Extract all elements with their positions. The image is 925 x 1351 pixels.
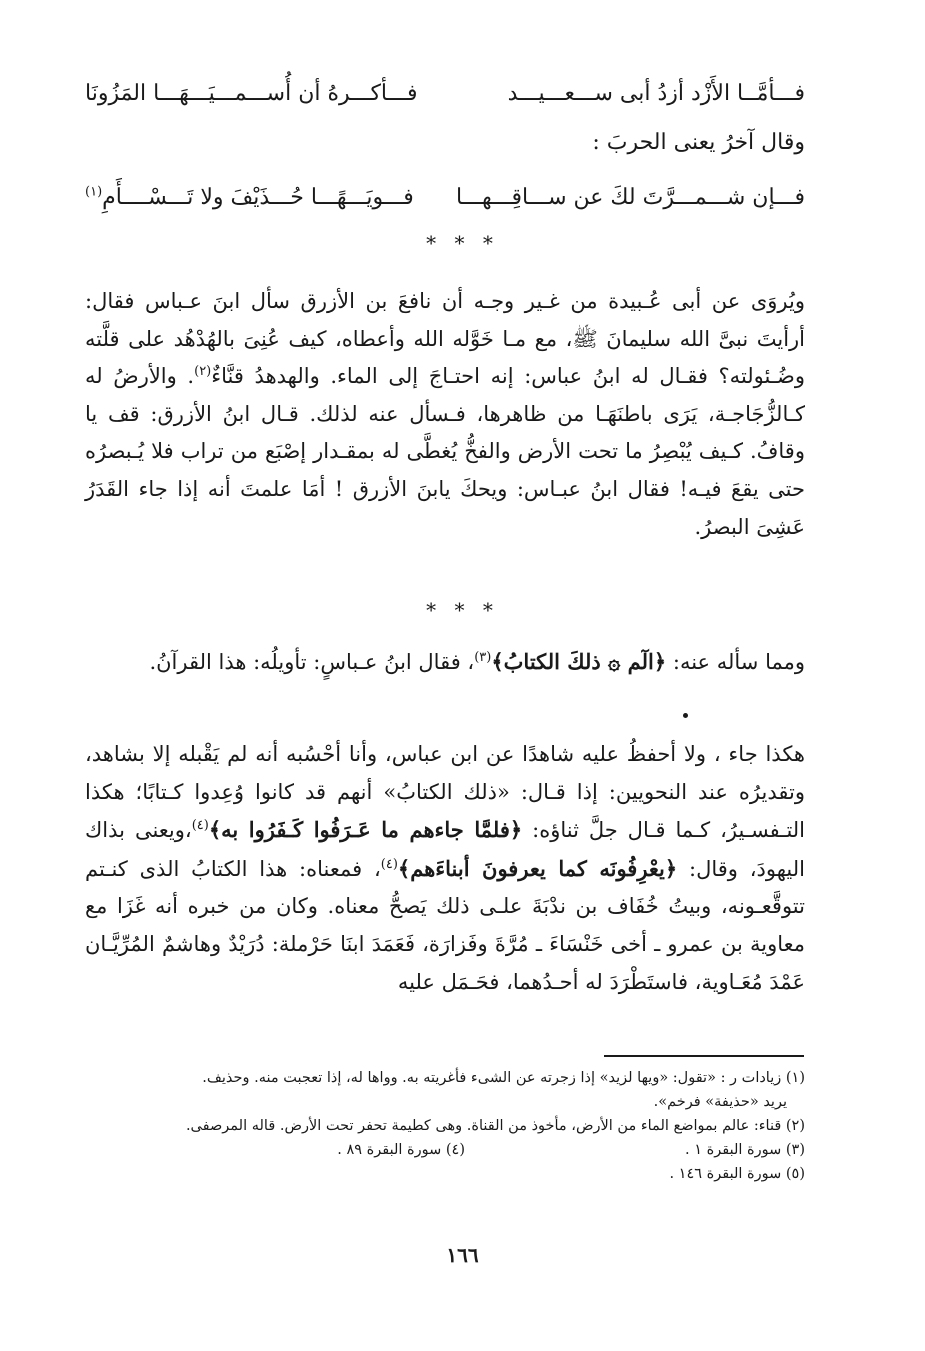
- verse-2-first-hemistich: فـــإن شـــمـــرَّتَ لكَ عن ســـاقِـــهـــا: [456, 185, 805, 210]
- verse-1-second-hemistich: فـــأكـــرهُ أن أُســـمـــيَـــهَـــا المَزُونَا: [85, 81, 418, 106]
- paragraph-3: [85, 736, 805, 1001]
- footnote-4: (٤) سورة البقرة ٨٩ .: [337, 1142, 465, 1158]
- footnote-ref-1: (١): [85, 184, 103, 200]
- footnotes: [85, 1066, 805, 1186]
- paragraph-3-text-c: ، فمعناه: هذا الكتابُ الذى كنـتم تتوقَّعـونه، وبيتُ خُفَاف بن ندْبَةَ علـى ذلك يَصحُّ معناه. وكان من خبره أنه غَزَا مع معاوية بن عمرو ـ أخى خَنْسَاءَ ـ مُرَّةَ وفَزارَة، فَعَمَدَ ابنَا حَرْملة: دُرَيْدٌ وهاشمٌ المُرِّيَّـان عَمْدَ مُعَـاوية، فاستَطْرَدَ له أحـدُهما، فحَـمَل عليه: [85, 856, 805, 994]
- paragraph-3-text-b: ،ويعنى بذاك اليهودَ، وقال:: [85, 818, 806, 881]
- verse-1-first-hemistich: فـــأمَّــا الأَزْد أزدُ أبى ســـعـــيـــد: [507, 81, 805, 106]
- footnote-separator: [604, 1055, 804, 1057]
- paragraph-1: [85, 283, 805, 546]
- footnote-3: (٣) سورة البقرة ١ .: [685, 1142, 805, 1158]
- footnote-ref-4b: (٤): [380, 856, 398, 872]
- poem-verse-2: [85, 178, 805, 218]
- paragraph-3-text-a: هكذا جاء ، ولا أحفظُ عليه شاهدًا عن ابن عباس، وأنا أحْسُبه أنه لم يَقْبله إلا بشاهد، وتقديرُه عند النحويين: إذا قـال: «ذلك الكتابُ» أنهم قد كانوا وُعِدوا كـتابًا؛ هكذا التـفسـيرُ، كـما قـال جلَّ ثناؤه:: [85, 742, 806, 843]
- quran-quote-2: ﴿فلمَّا جاءهم ما عَـرَفُوا كَـفَرُوا به﴾: [208, 817, 523, 843]
- footnote-ref-3: (٣): [474, 650, 492, 665]
- paragraph-2-text-a: ومما سأله عنه:: [666, 650, 805, 674]
- footnote-2: (٢) قناء: عالم بمواضع الماء من الأرض، مأخوذ من القناة. وهى كطيمة تحفر تحت الأرض. قاله المرصفى.: [185, 1118, 805, 1134]
- footnote-1: (١) زيادات ر : «تقول: «ويها لزيد» إذا زجرته عن الشىء فأغريته به. وواها له، إذا تعجبت منه. وحذيف.: [202, 1070, 805, 1086]
- page-number: ١٦٦: [446, 1243, 479, 1267]
- footnote-ref-4a: (٤): [191, 818, 209, 834]
- paragraph-2-text-b: ، فقال ابنُ عـباسٍ: تأويلُه: هذا القرآنُ.: [149, 650, 475, 674]
- section-separator-2: * * *: [426, 598, 499, 622]
- narration-line: وقال آخرُ يعنى الحربَ :: [592, 130, 805, 155]
- verse-2-second-hemistich-text: فـــويَـــهًـــا حُـــذَيْفَ ولا تَـــسْــــأَمِ: [102, 185, 414, 210]
- quran-quote-1: ﴿الٓم ۞ ذلكَ الكتابُ﴾: [491, 649, 667, 674]
- stray-dot-mark: [683, 713, 688, 718]
- paragraph-1-text-b: . والأرضُ له كـالزُّجَاجـة، يَرَى باطنَهَـا من ظاهرها، فـسأل عنه لذلك. قـال ابنُ الأزرق: قف يا وقافُ. كـيف يُبْصِرُ ما تحت الأرض والفخُّ يُغطَّى له بمقـدار إصْبَع من تراب فلا يُـبصرُه حتى يقعَ فيـه! فقال ابنُ عبـاس: ويحكَ يابنَ الأزرق ! أمَا علمتَ أنه إذا جاء القَدَرُ عَشِىَ البصرُ.: [85, 364, 805, 539]
- footnote-ref-2: (٢): [194, 364, 212, 380]
- footnote-3-4-row: [85, 1138, 805, 1162]
- paragraph-1-text-a: ويُروَى عن أبى عُـبيدة من غـير وجـه أن نافعَ بن الأزرق سأل ابنَ عـباس فقال: أرأيتَ نبىَّ الله سليمانَ ﷺ، مع مـا خَوَّله الله وأعطاه، كيف عُنِىَ بالهُدْهُد على قلَّته وضُـئولته؟ فقـال له ابنُ عباس: إنه احتـاجَ إلى الماء. والهدهدُ قنَّاءٌ: [85, 289, 805, 389]
- footnote-1-continued: يريد «حذيفة» فرخم».: [653, 1094, 787, 1110]
- footnote-5: (٥) سورة البقرة ١٤٦ .: [669, 1166, 805, 1182]
- paragraph-2: [85, 643, 805, 682]
- poem-verse-1: [85, 74, 805, 114]
- quran-quote-3: ﴿يعْرِفُونَه كما يعرفونَ أبناءَهم﴾: [397, 855, 678, 881]
- section-separator-1: * * *: [426, 231, 499, 255]
- verse-2-second-hemistich: [85, 178, 414, 218]
